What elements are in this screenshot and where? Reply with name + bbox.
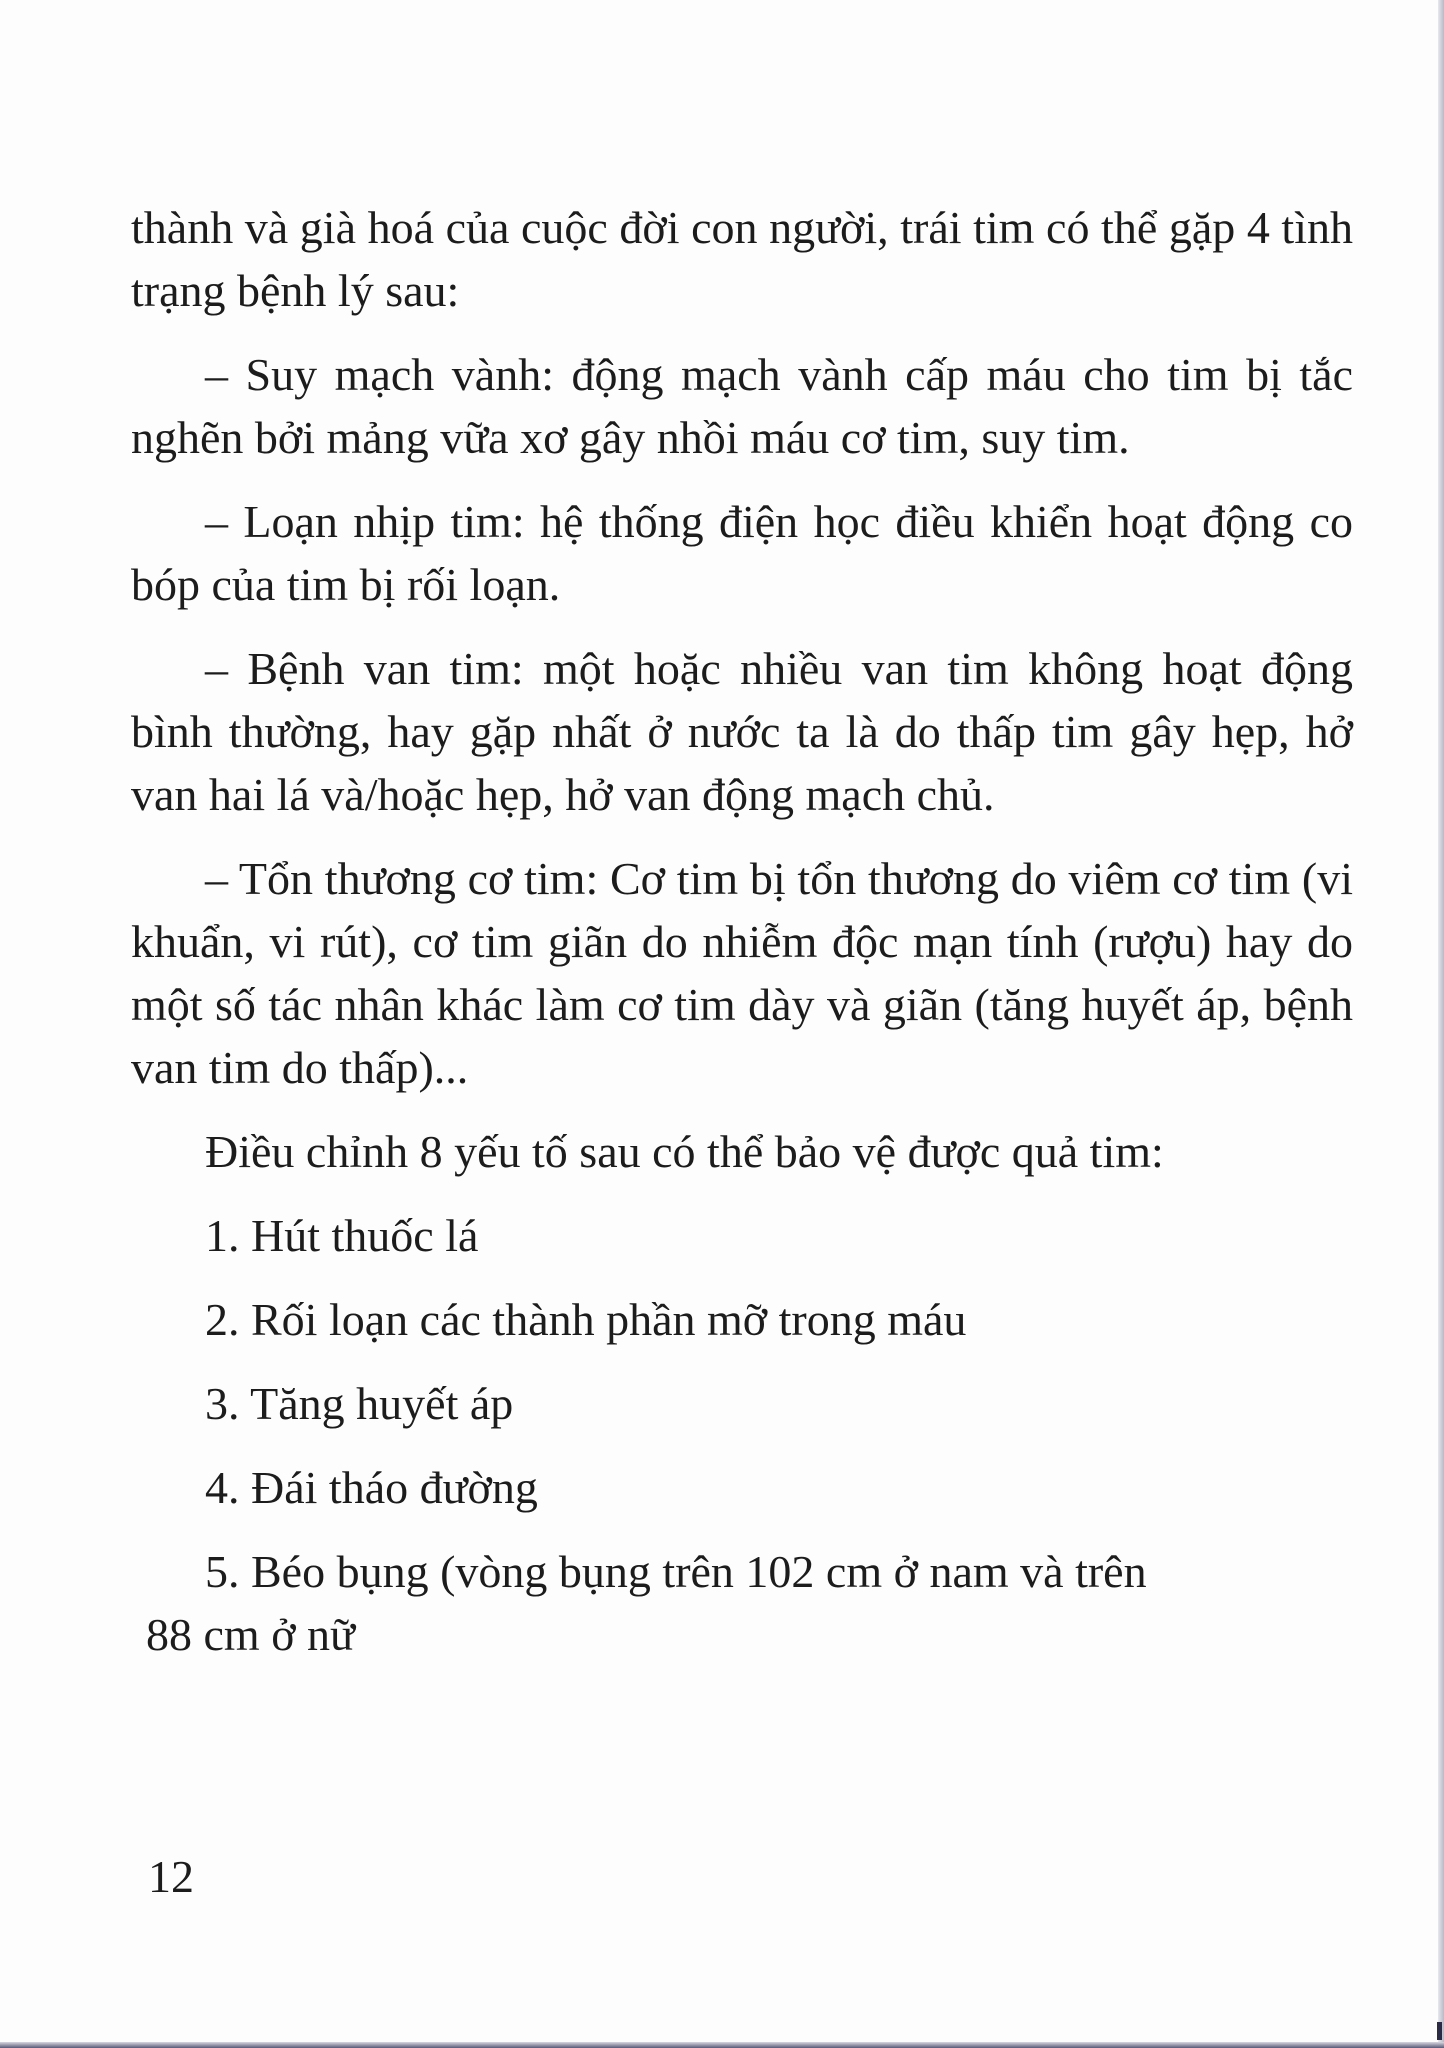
condition-myocardium: – Tổn thương cơ tim: Cơ tim bị tổn thương do viêm cơ tim (vi khuẩn, vi rút), cơ tim giãn do nhiễm độc mạn tính (rượu) hay do một số tác nhân khác làm cơ tim dày và giãn (tăng huyết áp, bệnh van tim do thấp)...	[131, 853, 1353, 1093]
page-body	[131, 196, 1353, 1687]
factor-item: 2. Rối loạn các thành phần mỡ trong máu	[205, 1294, 967, 1345]
factor-5-line-2: 88 cm ở nữ	[146, 1609, 355, 1660]
scan-corner-mark	[1437, 2022, 1442, 2040]
factor-item: 3. Tăng huyết áp	[205, 1378, 514, 1429]
page-edge-bottom	[0, 2042, 1444, 2048]
factor-item-5	[131, 1540, 1353, 1666]
factors-intro: Điều chỉnh 8 yếu tố sau có thể bảo vệ được quả tim:	[205, 1126, 1164, 1177]
intro-paragraph: thành và già hoá của cuộc đời con người, trái tim có thể gặp 4 tình trạng bệnh lý sau:	[131, 202, 1353, 316]
factor-5-line-1: 5. Béo bụng (vòng bụng trên 102 cm ở nam và trên	[205, 1546, 1147, 1597]
factors-list	[131, 1204, 1353, 1666]
condition-valve: – Bệnh van tim: một hoặc nhiều van tim không hoạt động bình thường, hay gặp nhất ở nước ta là do thấp tim gây hẹp, hở van hai lá và/hoặc hẹp, hở van động mạch chủ.	[131, 643, 1353, 820]
page-number: 12	[148, 1851, 194, 1902]
page-edge-right	[1438, 0, 1444, 2048]
condition-coronary: – Suy mạch vành: động mạch vành cấp máu cho tim bị tắc nghẽn bởi mảng vữa xơ gây nhồi máu cơ tim, suy tim.	[131, 349, 1353, 463]
factor-item: 1. Hút thuốc lá	[205, 1210, 479, 1261]
condition-arrhythmia: – Loạn nhịp tim: hệ thống điện học điều khiển hoạt động co bóp của tim bị rối loạn.	[131, 496, 1353, 610]
factor-item: 4. Đái tháo đường	[205, 1462, 538, 1513]
